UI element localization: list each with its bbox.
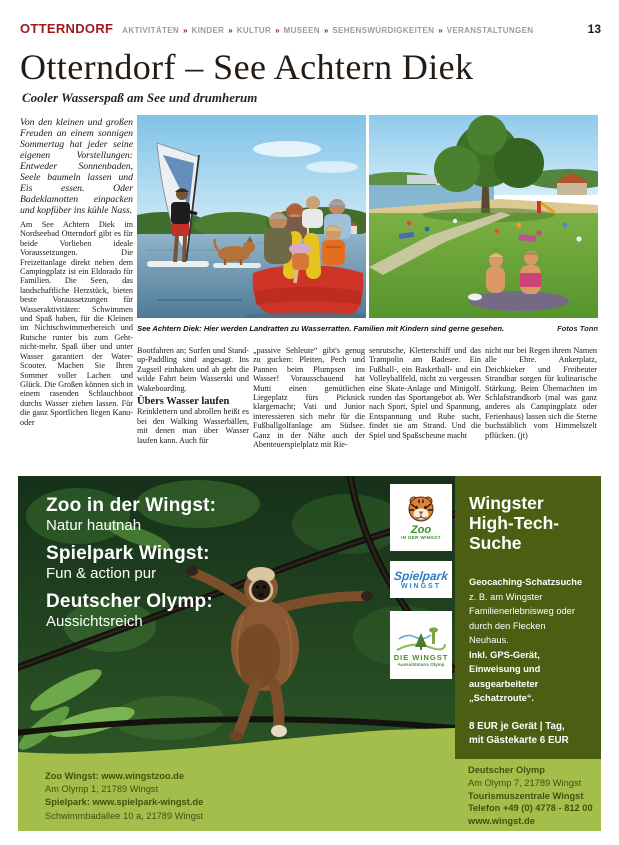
zoo-logo-tag: IN DER WINGST — [401, 535, 441, 540]
article-paragraph: senrutsche, Kletterschiff und das Trampolin am Badesee. Ein Fußball-, ein Basketball- und ein Volleyballfeld, nicht zu vergessen eine Skate-Anlage und Minigolf. runden das Sportangebot ab. Wer nach Sport, Spiel und Spannung, Entspannung und Ruhe sucht, findet sie am Strand. Und die Spiel und Spaßscheune macht — [369, 346, 481, 440]
photo-credit: Fotos Tonn — [556, 324, 598, 333]
nav-separator-icon: » — [228, 26, 233, 35]
nav-separator-icon: » — [275, 26, 280, 35]
article-intro: Von den kleinen und großen Freuden an einem sonnigen Sommertag hat jeder seine eigenen Vorstellungen: Entweder Sonnenbaden, Seele baumeln lassen und Eis essen. Oder Badeklamotten einpacken und kopfüber ins kühle Nass. — [20, 117, 133, 216]
ad-subline-olymp: Aussichtsreich — [46, 613, 143, 630]
article-paragraph: „passive Sehleute“ gibt's genug zu gucken: Pleiten, Pech und Pannen beim Plumpsen ins Wasser! Vorausschauend hat Mutti einen gemütlichen Liegeplatz fürs Picknick klargemacht; Vati und Junior interessieren sich mehr für die Fußballgolfanlage am Südsee. Ganz in der Nähe auch der Abenteuerspielplatz mit Rie- — [253, 346, 365, 450]
contact-block-right — [468, 764, 593, 828]
tourism-office: Tourismuszentrale Wingst — [468, 790, 584, 801]
nav-separator-icon: » — [323, 26, 329, 35]
green-wave-shape — [18, 726, 455, 760]
page-header — [20, 21, 601, 36]
zoo-logo-name: Zoo — [410, 524, 432, 536]
offer-price-line2: mit Gästekarte 6 EUR — [469, 735, 569, 746]
olymp-address: Am Olymp 7, 21789 Wingst — [468, 777, 582, 788]
article-column-2 — [137, 346, 249, 445]
spielpark-logo-tag: WINGST — [401, 582, 441, 590]
contact-block-left — [45, 770, 203, 823]
ad-headline-spielpark: Spielpark Wingst: — [46, 543, 210, 564]
article-column-1 — [20, 117, 133, 427]
offer-title: Wingster High-Tech-Suche — [469, 493, 560, 553]
photo-beach-lawn — [369, 115, 598, 318]
nav-separator-icon: » — [183, 26, 188, 35]
offer-price-line1: 8 EUR je Gerät | Tag, — [469, 720, 565, 732]
nav-item-aktivitaeten: AKTIVITÄTEN — [122, 26, 180, 35]
beach-scene-illustration — [369, 115, 598, 318]
die-wingst-logo — [390, 611, 452, 679]
phone-number: Telefon +49 (0) 4778 - 812 00 — [468, 803, 593, 814]
tiger-icon — [403, 495, 439, 525]
wingst-advertisement — [18, 476, 601, 831]
article-paragraph: nicht nur bei Regen ihrem Namen alle Ehre. Ankerplatz, Deichkieker und Freibeuter Strandbar sorgen für kulinarische Stärkung. Beim Übernachten im Schlafstrandkorb (mal was ganz anderes als Campingplatz oder Ferienhaus) lassen sich die Sterne buchstäblich vom Himmelszelt pflücken. (jt) — [485, 346, 597, 440]
article-paragraph: Reinklettern und abrollen heißt es bei den Walking Wasserbällen, mit denen man über Wasser laufen kann. Auch für — [137, 407, 249, 445]
photo-lake-pedal-boat — [137, 115, 366, 318]
article-title: Otterndorf – See Achtern Diek — [20, 47, 474, 87]
article-paragraph: Bootfahren an; Surfen und Stand-up-Paddling sind angesagt. Ins Zugseil einhaken und ab geht die wilde Fahrt beim Wasserski und Wakeboarding. — [137, 346, 249, 393]
nav-item-kultur: KULTUR — [236, 26, 272, 35]
photo-caption-row — [137, 324, 598, 333]
wingst-logo-name: DIE WINGST — [393, 653, 449, 662]
ad-contact-footer — [18, 759, 601, 831]
article-column-3 — [253, 346, 365, 449]
ad-subline-spielpark: Fun & action pur — [46, 565, 157, 582]
zoo-wingst-logo — [390, 484, 452, 551]
page-number: 13 — [587, 22, 601, 36]
ad-subline-zoo: Natur hautnah — [46, 517, 142, 534]
zoo-address: Am Olymp 1, 21789 Wingst — [45, 784, 159, 795]
ad-headline-zoo: Zoo in der Wingst: — [46, 495, 217, 516]
spielpark-address: Schwimmbadallee 10 a, 21789 Wingst — [45, 810, 204, 821]
wingst-logo-tag: Aussichtsturm Olymp — [397, 662, 445, 667]
nav-item-sehenswuerdigkeiten: SEHENSWÜRDIGKEITEN — [332, 26, 435, 35]
ad-headline-olymp: Deutscher Olymp: — [46, 591, 213, 612]
ad-logo-column — [390, 484, 452, 679]
offer-lead: Geocaching-Schatzsuche — [469, 577, 583, 587]
offer-text: z. B. am Wingster Familienerlebnisweg oder durch den Flecken Neuhaus. — [469, 591, 575, 645]
offer-price — [469, 720, 587, 749]
article-subhead: Übers Wasser laufen — [137, 396, 230, 408]
article-column-5 — [485, 346, 597, 440]
zoo-website: Zoo Wingst: www.wingstzoo.de — [45, 771, 185, 781]
photo-caption: See Achtern Diek: Hier werden Landratten zu Wasserratten. Familien mit Kindern sind gerne gesehen. — [137, 324, 505, 333]
wingst-website: www.wingst.de — [468, 816, 535, 827]
lookout-tower-icon — [395, 623, 447, 653]
lake-scene-illustration — [137, 115, 366, 318]
section-nav — [122, 26, 533, 35]
olymp-name: Deutscher Olymp — [468, 765, 545, 775]
section-brand: OTTERNDORF — [20, 21, 114, 36]
nav-item-veranstaltungen: VERANSTALTUNGEN — [446, 26, 534, 35]
spielpark-website: Spielpark: www.spielpark-wingst.de — [45, 797, 204, 808]
spielpark-wingst-logo — [390, 561, 452, 598]
nav-item-kinder: KINDER — [191, 26, 225, 35]
article-paragraph: Am See Achtern Diek im Nordseebad Otterndorf gibt es für beide Vorlieben ideale Voraussetzungen. Die Freizeitanlage direkt neben dem Campingplatz ist ein Eldorado für Familien. Die Seen, das landschaftliche Herzstück, bieten beste Voraussetzungen für Wasseraktivitäten: Schwimmen und Spaß haben, für die Kleinen im Nichtschwimmerbereich und Rutsche runter bis zum Geht-nicht-mehr. Spaß über und unter Wasser garantiert der Water-Scooter. Machen Sie Ihren Sommer voller Lachen und Glück. Die Großen können sich in einem rasenden Schlauchboot durchs Wasser ziehen lassen. Für die ganz Sportlichen liegen Kanu- oder — [20, 220, 133, 427]
spielpark-logo-name: Spielpark — [393, 568, 449, 583]
nav-item-museen: MUSEEN — [283, 26, 320, 35]
article-column-4 — [369, 346, 481, 440]
ad-headlines — [46, 495, 216, 639]
ad-offer-panel — [455, 476, 601, 759]
article-subtitle: Cooler Wasserspaß am See und drumherum — [22, 90, 258, 105]
offer-includes: Inkl. GPS-Gerät, Einweisung und ausgearbeiteter „Schatzroute“. — [469, 649, 541, 703]
nav-separator-icon: » — [438, 26, 443, 35]
